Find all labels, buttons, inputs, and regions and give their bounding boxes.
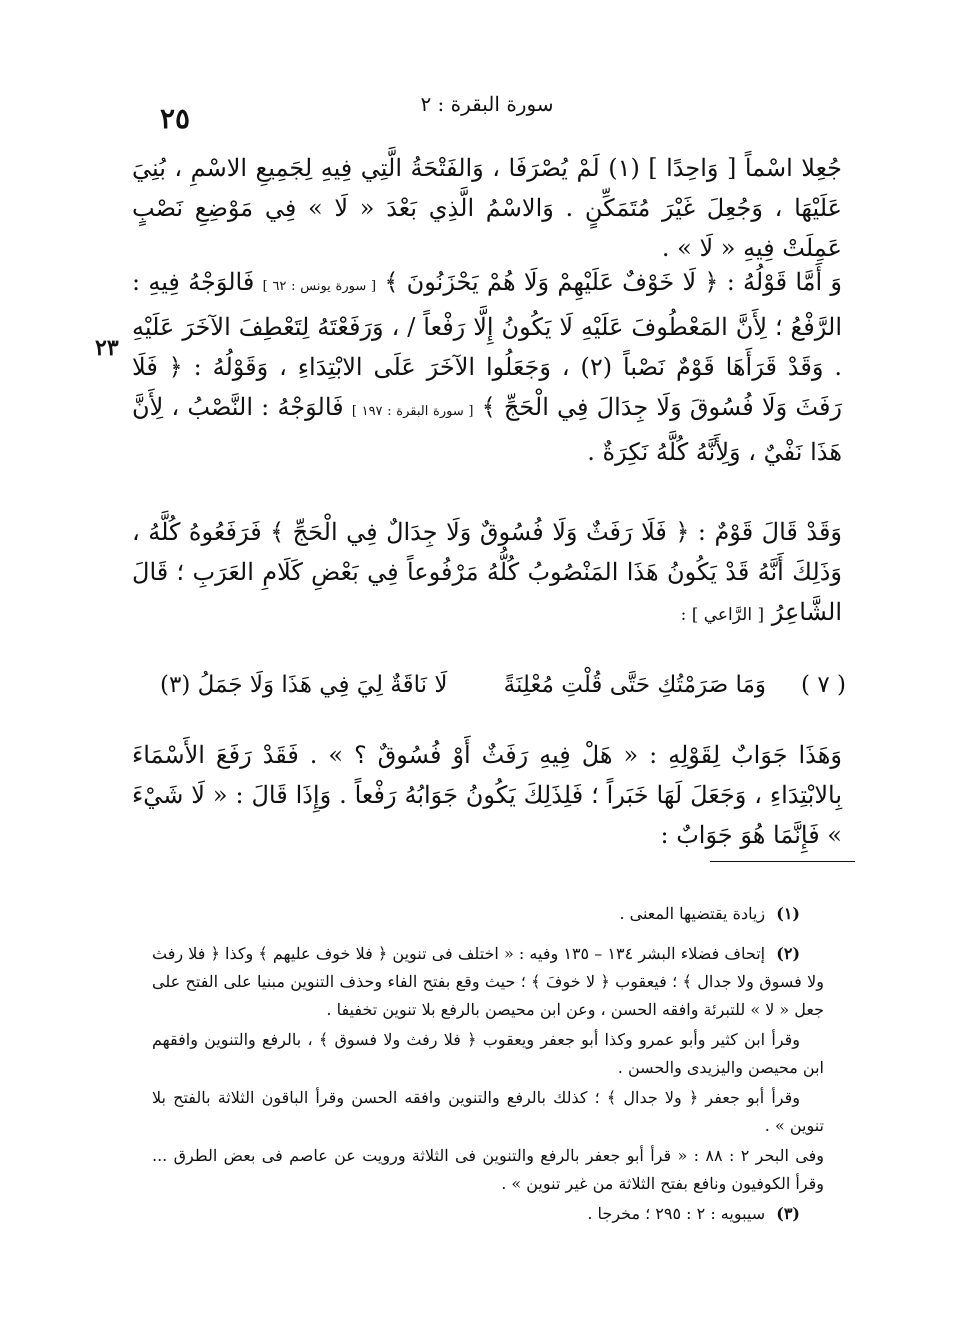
page-number: ٢٥ — [160, 102, 191, 135]
footnote-2-number: (٢) — [776, 944, 801, 963]
margin-number: ٢٣ — [95, 335, 119, 361]
paragraph-4-text: وَهَذَا جَوَابٌ لِقَوْلِهِ : « هَلْ فِيهِ رَفَثٌ أَوْ فُسُوقٌ ؟ » . فَقَدْ رَفَعَ الأَسْمَاءَ بِالابْتِدَاءِ ، وَجَعَلَ لَهَا خَبَراً ؛ فَلِذَلِكَ يَكُونُ جَوَابُهُ رَفْعاً . وَإِذَا قَالَ : « لَا شَيْءَ » فَإِنَّمَا هُوَ جَوَابٌ : — [132, 741, 842, 849]
page-header — [150, 92, 824, 135]
running-head: سورة البقرة : ٢ — [420, 92, 554, 116]
footnote-3-text: سيبويه : ٢ : ٢٩٥ ؛ مخرجا . — [587, 1204, 766, 1223]
quran-reference-baqara: [ سورة البقرة : ١٩٧ ] — [351, 404, 474, 419]
paragraph-4 — [132, 735, 842, 855]
paragraph-2 — [132, 262, 842, 472]
verse-hemistich-1: وَمَا صَرَمْتُكِ حَتَّى قُلْتِ مُعْلِنَةً — [503, 672, 766, 698]
paragraph-3-text — [132, 512, 842, 635]
poetry-verse — [160, 668, 846, 712]
quran-reference-yunus: [ سورة يونس : ٦٢ ] — [262, 279, 377, 294]
footnote-2-text: إتحاف فضلاء البشر ١٣٤ – ١٣٥ وفيه : « اختلف فى تنوين ﴿ فلا خوف عليهم ﴾ وكذا ﴿ فلا رفث ولا فسوق ولا جدال ﴾ ؛ فيعقوب ﴿ لا خوفَ ﴾ ؛ حيث وقع بفتح الفاء وحذف التنوين مبنيا على الفتح على جعل « لا » للتبرئة وافقه الحسن ، وعن ابن محيصن بالرفع بلا تنوين تخفيفا . — [152, 944, 824, 1019]
footnote-2-paragraph-3: وقرأ أبو جعفر ﴿ ولا جدال ﴾ ؛ كذلك بالرفع والتنوين وافقه الحسن وقرأ الباقون الثلاثة بالفتح بلا تنوين » . — [152, 1088, 824, 1135]
footnote-1-text: زيادة يقتضيها المعنى . — [619, 904, 766, 923]
footnote-1-number: (١) — [776, 904, 800, 923]
footnote-3 — [152, 1200, 824, 1228]
footnote-2-paragraph-4: وفى البحر ٢ : ٨٨ : « قرأ أبو جعفر بالرفع والتنوين فى الثلاثة ورويت عن عاصم فى بعض الطرق ... وقرأ الكوفيون ونافع بفتح الثلاثة من غير تنوين » . — [152, 1146, 825, 1193]
paragraph-2-end: فَالوَجْهُ : النَّصْبُ ، لِأَنَّ هَذَا نَفْيٌ ، وَلِأَنَّهُ كُلَّهُ نَكِرَةٌ . — [132, 393, 842, 466]
paragraph-1-text: جُعِلا اسْماً [ وَاحِدًا ] (١) لَمْ يُصْرَفَا ، وَالفَتْحَةُ الَّتِي فِيهِ لِجَمِيعِ الاسْمِ ، بُنِيَ عَلَيْهَا ، وَجُعِلَ غَيْرَ مُتَمَكِّنٍ . وَالاسْمُ الَّذِي بَعْدَ « لَا » فِي مَوْضِعِ نَصْبٍ عَمِلَتْ فِيهِ « لَا » . — [132, 154, 842, 262]
paragraph-3-main: وَقَدْ قَالَ قَوْمٌ : ﴿ فَلَا رَفَثٌ وَلَا فُسُوقٌ وَلَا جِدَالٌ فِي الْحَجِّ ﴾ فَرَفَعُوهُ كُلَّهُ ، وَذَلِكَ أَنَّهُ قَدْ يَكُونُ هَذَا المَنْصُوبُ كُلُّهُ مَرْفُوعاً فِي بَعْضِ كَلَامِ العَرَبِ ؛ قَالَ الشَّاعِرُ — [132, 518, 842, 626]
paragraph-2-main: وَ أَمَّا قَوْلُهُ : ﴿ لَا خَوْفٌ عَلَيْهِمْ وَلَا هُمْ يَحْزَنُونَ ﴾ — [384, 268, 842, 296]
paragraph-3 — [132, 512, 842, 635]
footnote-3-number: (٣) — [776, 1204, 800, 1223]
verse-number: ( ٧ ) — [801, 672, 846, 698]
footnote-2-paragraph-2: وقرأ ابن كثير وأبو عمرو وكذا أبو جعفر ويعقوب ﴿ فلا رفث ولا فسوق ﴾ ، بالرفع والتنوين وافقهم ابن محيصن واليزيدى والحسن . — [152, 1030, 824, 1077]
footnote-2 — [152, 940, 824, 1024]
poet-name: [ الرَّاعي ] : — [680, 605, 765, 625]
footnote-divider — [710, 861, 855, 862]
footnotes — [152, 900, 824, 1240]
paragraph-2-rest: فَالوَجْهُ فِيهِ : الرَّفْعُ ؛ لِأَنَّ المَعْطُوفَ عَلَيْهِ لَا يَكُونُ إِلَّا رَفْعاً / ، وَرَفَعْتَهُ لِتَعْطِفَ الآخَرَ عَلَيْهِ . وَقَدْ قَرَأَهَا قَوْمٌ نَصْباً (٢) ، وَجَعَلُوا الآخَرَ عَلَى الابْتِدَاءِ ، وَقَوْلُهُ : ﴿ فَلَا رَفَثَ وَلَا فُسُوقَ وَلَا جِدَالَ فِي الْحَجِّ ﴾ — [132, 268, 843, 421]
footnote-1 — [152, 900, 824, 928]
paragraph-1 — [132, 148, 842, 268]
verse-hemistich-2: لَا نَاقَةٌ لِيَ فِي هَذَا وَلَا جَمَلُ (٣) — [160, 672, 448, 698]
paragraph-2-text — [132, 262, 842, 472]
